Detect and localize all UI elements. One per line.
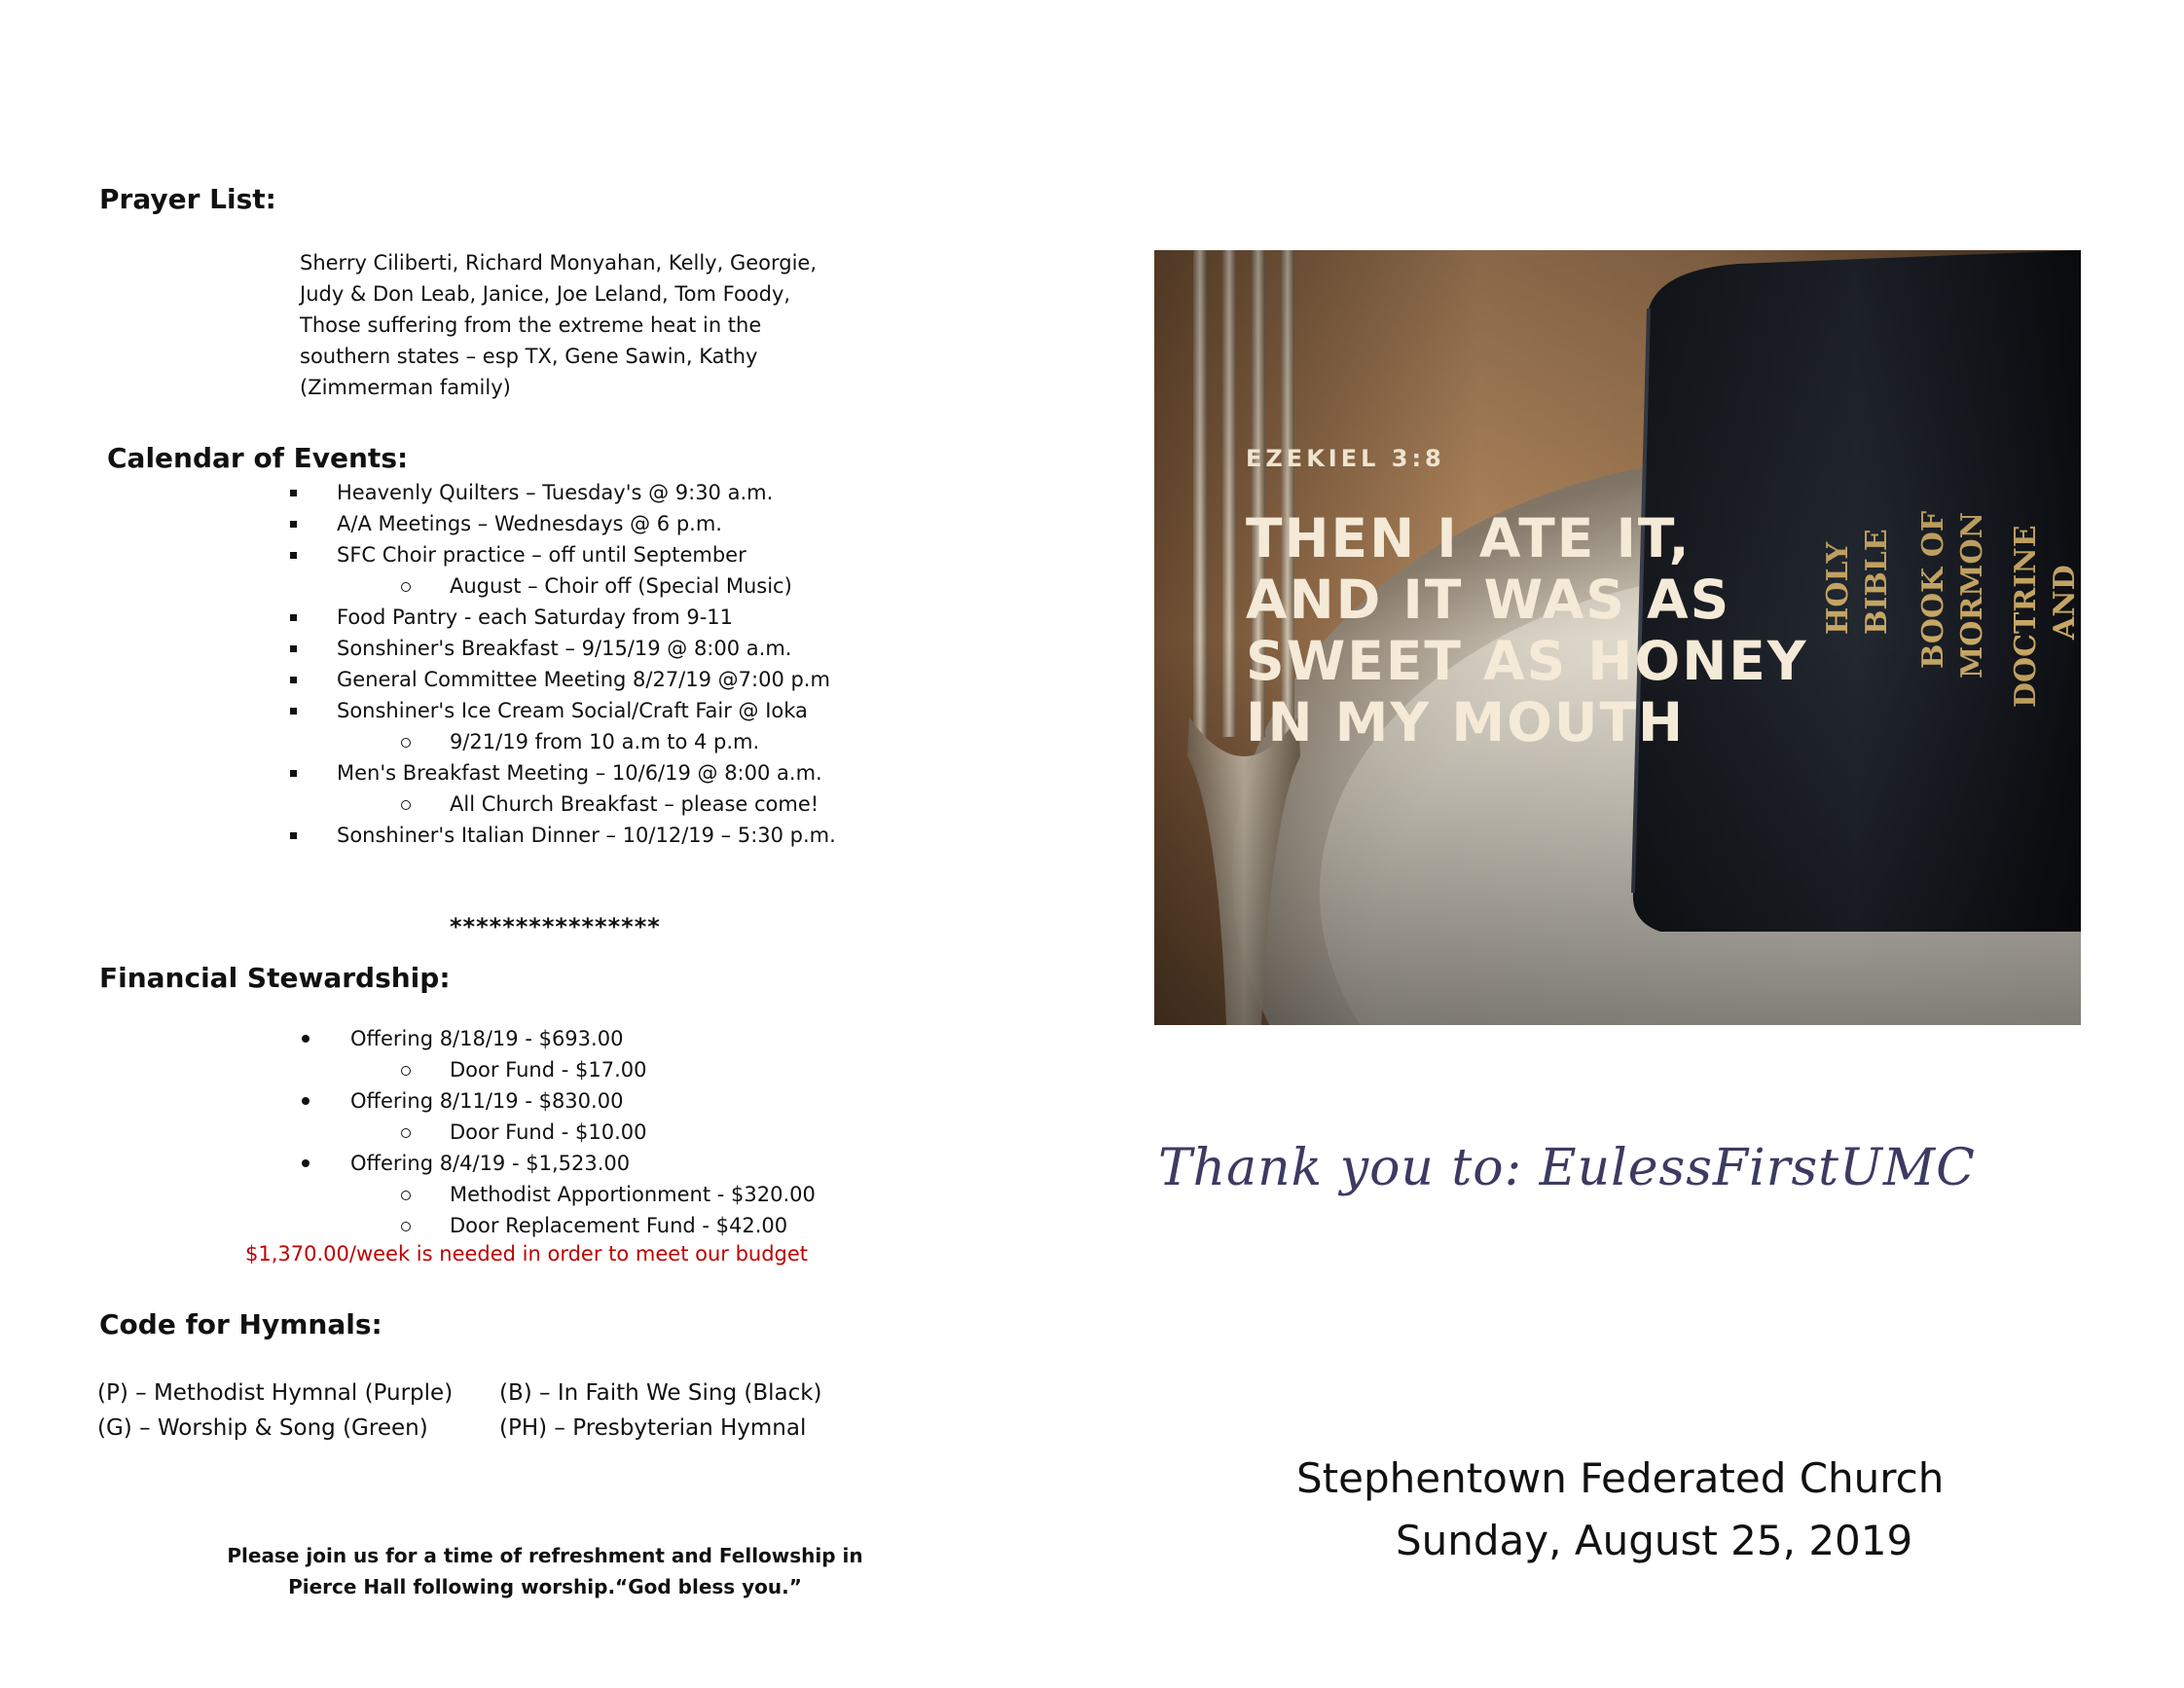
calendar-events-list [288, 477, 969, 851]
service-date: Sunday, August 25, 2019 [1396, 1517, 1913, 1564]
bullet-circle-icon [401, 738, 411, 748]
verse-quote-line: THEN I ATE IT, [1246, 507, 1692, 569]
list-item: SFC Choir practice – off until September [288, 539, 969, 570]
budget-note: $1,370.00/week is needed in order to meet our budget [245, 1242, 809, 1266]
sub-list-item: Door Fund - $17.00 [300, 1054, 981, 1085]
hymnal-code-b: (B) – In Faith We Sing (Black) [499, 1380, 822, 1406]
bullet-circle-icon [401, 1128, 411, 1138]
list-item: Sonshiner's Ice Cream Social/Craft Fair @ Ioka [288, 695, 969, 726]
bullet-circle-icon [401, 1222, 411, 1231]
bullet-square-icon [290, 677, 297, 683]
bullet-circle-icon [401, 1066, 411, 1076]
verse-reference: EZEKIEL 3:8 [1246, 445, 1445, 472]
sub-list-item: All Church Breakfast – please come! [288, 789, 969, 820]
hymnal-code-p: (P) – Methodist Hymnal (Purple) [97, 1380, 454, 1406]
prayer-list-names: Sherry Ciliberti, Richard Monyahan, Kelly, Georgie, Judy & Don Leab, Janice, Joe Leland, Tom Foody, Those suffering from the extreme heat in the southern states – esp TX, Gene Sawin, Kathy (Zimmerman family) [300, 251, 818, 399]
sub-list-item: August – Choir off (Special Music) [288, 570, 969, 602]
list-item: Offering 8/18/19 - $693.00 [300, 1023, 981, 1054]
church-name: Stephentown Federated Church [1296, 1454, 1945, 1502]
list-item: Sonshiner's Breakfast – 9/15/19 @ 8:00 a.m. [288, 633, 969, 664]
bullet-square-icon [290, 832, 297, 839]
verse-quote-line: AND IT WAS AS [1246, 569, 1731, 631]
prayer-list-heading: Prayer List: [99, 183, 276, 215]
bullet-dot-icon [302, 1035, 309, 1043]
sub-list-item: 9/21/19 from 10 a.m to 4 p.m. [288, 726, 969, 757]
sub-list-item: Methodist Apportionment - $320.00 [300, 1179, 981, 1210]
section-divider: **************** [450, 913, 661, 940]
hymnal-code-heading: Code for Hymnals: [99, 1308, 382, 1340]
verse-quote [1246, 508, 1830, 753]
bullet-square-icon [290, 614, 297, 621]
verse-quote-line: IN MY MOUTH [1246, 691, 1686, 753]
bullet-dot-icon [302, 1159, 309, 1167]
bullet-square-icon [290, 521, 297, 528]
list-item: Food Pantry - each Saturday from 9-11 [288, 602, 969, 633]
sub-list-item: Door Fund - $10.00 [300, 1117, 981, 1148]
bullet-circle-icon [401, 800, 411, 810]
verse-quote-line: SWEET AS HONEY [1246, 630, 1808, 692]
list-item: Offering 8/11/19 - $830.00 [300, 1085, 981, 1117]
list-item: Offering 8/4/19 - $1,523.00 [300, 1148, 981, 1179]
thank-you-credit: Thank you to: EulessFirstUMC [1158, 1139, 1976, 1197]
sub-list-item: Door Replacement Fund - $42.00 [300, 1210, 981, 1241]
list-item: Men's Breakfast Meeting – 10/6/19 @ 8:00 a.m. [288, 757, 969, 789]
list-item: Heavenly Quilters – Tuesday's @ 9:30 a.m. [288, 477, 969, 508]
cover-image [1154, 250, 2081, 1025]
finance-list [300, 1023, 981, 1241]
bullet-circle-icon [401, 1191, 411, 1200]
fellowship-note [195, 1540, 895, 1602]
hymnal-code-g: (G) – Worship & Song (Green) [97, 1415, 428, 1441]
fellowship-line-1: Please join us for a time of refreshment and Fellowship in [227, 1544, 863, 1567]
bullet-square-icon [290, 490, 297, 496]
bullet-circle-icon [401, 582, 411, 592]
finance-heading: Financial Stewardship: [99, 962, 451, 994]
bullet-dot-icon [302, 1097, 309, 1105]
fellowship-line-2: Pierce Hall following worship.“God bless you.” [288, 1575, 802, 1598]
bullet-square-icon [290, 708, 297, 715]
bullet-square-icon [290, 552, 297, 559]
hymnal-code-ph: (PH) – Presbyterian Hymnal [499, 1415, 807, 1441]
list-item: A/A Meetings – Wednesdays @ 6 p.m. [288, 508, 969, 539]
list-item: General Committee Meeting 8/27/19 @7:00 p.m [288, 664, 969, 695]
calendar-heading: Calendar of Events: [107, 442, 409, 474]
hymnal-codes [97, 1376, 973, 1446]
bullet-square-icon [290, 770, 297, 777]
list-item: Sonshiner's Italian Dinner – 10/12/19 – 5:30 p.m. [288, 820, 969, 851]
bullet-square-icon [290, 645, 297, 652]
